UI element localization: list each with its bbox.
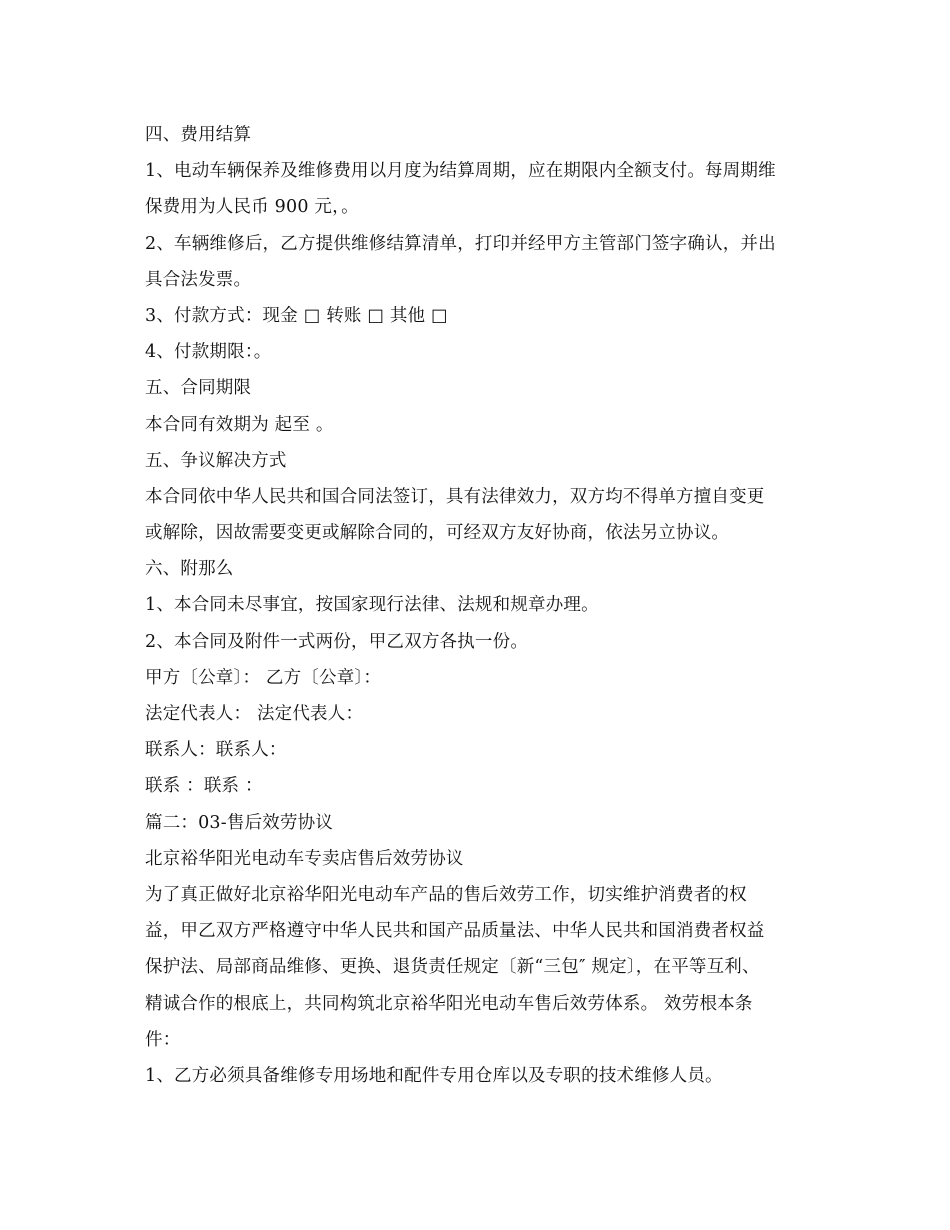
paragraph-line: 或解除，因故需要变更或解除合同的，可经双方友好协商，依法另立协议。 — [145, 523, 730, 544]
paragraph-line: 2、车辆维修后，乙方提供维修结算清单，打印并经甲方主管部门签字确认，并出 — [145, 233, 776, 254]
paragraph-line: 保费用为人民币 900 元，。 — [145, 197, 359, 218]
section-heading-fee-settlement: 四、费用结算 — [145, 125, 252, 145]
paragraph-line: 1、电动车辆保养及维修费用以月度为结算周期，应在期限内全额支付。每周期维 — [145, 161, 776, 182]
signature-contact-line: 联系人：联系人： — [145, 740, 287, 761]
payment-term-line: 4、付款期限：。 — [145, 342, 272, 363]
signature-phone-line: 联系 ：联系 ： — [145, 776, 263, 797]
section-heading-appendix: 六、附那么 — [145, 559, 234, 580]
paragraph-line: 保护法、局部商品维修、更换、退货责任规定〔新“三包″ 规定〕，在平等互利、 — [145, 957, 760, 978]
chapter-heading: 篇二：03-售后效劳协议 — [145, 812, 334, 833]
payment-method-line: 3、付款方式：现金 □ 转账 □ 其他 □ — [145, 305, 448, 326]
signature-representative-line: 法定代表人： 法定代表人： — [145, 704, 364, 724]
section-heading-contract-term: 五、合同期限 — [145, 378, 252, 399]
paragraph-line: 本合同有效期为 起至 。 — [145, 414, 334, 435]
signature-seal-line: 甲方〔公章〕： 乙方〔公章〕： — [145, 667, 382, 688]
paragraph-line: 1、乙方必须具备维修专用场地和配件专用仓库以及专职的技术维修人员。 — [145, 1065, 723, 1086]
paragraph-line: 精诚合作的根底上，共同构筑北京裕华阳光电动车售后效劳体系。 效劳根本条 — [145, 993, 753, 1014]
paragraph-line: 2、本合同及附件一式两份，甲乙双方各执一份。 — [145, 631, 529, 652]
paragraph-line: 1、本合同未尽事宜，按国家现行法律、法规和规章办理。 — [145, 595, 599, 616]
section-heading-dispute-resolution: 五、争议解决方式 — [145, 450, 287, 471]
paragraph-line: 件： — [145, 1029, 181, 1050]
paragraph-line: 为了真正做好北京裕华阳光电动车产品的售后效劳工作，切实维护消费者的权 — [145, 884, 747, 905]
paragraph-line: 本合同依中华人民共和国合同法签订，具有法律效力，双方均不得单方擅自变更 — [145, 486, 765, 507]
document-body — [145, 117, 815, 1094]
agreement-title: 北京裕华阳光电动车专卖店售后效劳协议 — [145, 848, 464, 869]
paragraph-line: 益，甲乙双方严格遵守中华人民共和国产品质量法、中华人民共和国消费者权益 — [145, 921, 765, 942]
paragraph-line: 具合法发票。 — [145, 269, 252, 290]
